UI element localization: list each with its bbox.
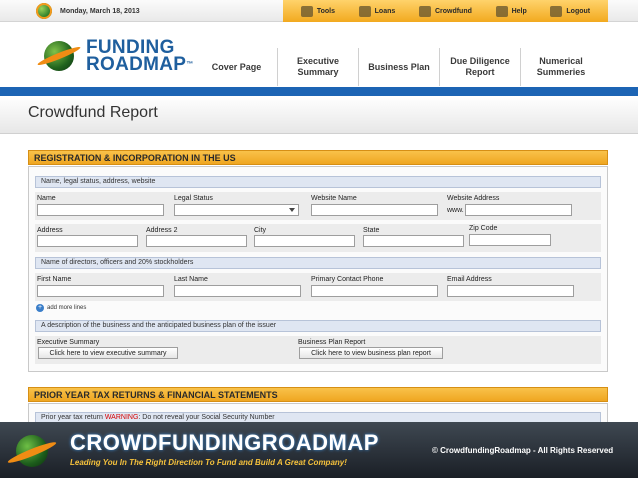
- website-address-label: Website Address: [447, 195, 500, 202]
- nav-numerical-summeries[interactable]: Numerical Summeries: [520, 48, 601, 86]
- name-field[interactable]: [37, 204, 164, 216]
- business-plan-report-label: Business Plan Report: [298, 339, 366, 346]
- logout-label: Logout: [566, 7, 591, 15]
- legal-status-label: Legal Status: [174, 195, 213, 202]
- nav-due-diligence-report[interactable]: Due Diligence Report: [439, 48, 520, 86]
- header: [0, 23, 638, 87]
- loans-button[interactable]: [359, 6, 396, 17]
- executive-summary-label: Executive Summary: [37, 339, 100, 346]
- subheader-name-status: Name, legal status, address, website: [35, 176, 601, 188]
- globe-logo-icon: [36, 3, 52, 19]
- nav-cover-page[interactable]: Cover Page: [211, 61, 262, 72]
- view-business-plan-report-button[interactable]: Click here to view business plan report: [299, 347, 443, 359]
- page-title: Crowdfund Report: [28, 104, 158, 121]
- logo-text: FUNDING ROADMAP™: [86, 37, 194, 75]
- help-label: Help: [511, 7, 527, 15]
- main-nav: [196, 48, 601, 86]
- current-date: Monday, March 18, 2013: [60, 7, 140, 15]
- primary-contact-phone-label: Primary Contact Phone: [311, 276, 384, 283]
- footer-banner: [0, 422, 638, 478]
- state-field[interactable]: [363, 235, 464, 247]
- globe-icon: [36, 35, 82, 77]
- wrench-icon: [301, 6, 313, 17]
- help-icon: [496, 6, 508, 17]
- website-name-label: Website Name: [311, 195, 357, 202]
- tools-label: Tools: [316, 7, 335, 15]
- crowdfund-label: Crowdfund: [434, 7, 472, 15]
- logout-button[interactable]: [550, 6, 590, 17]
- toolbar: [283, 0, 608, 22]
- city-field[interactable]: [254, 235, 355, 247]
- first-name-field[interactable]: [37, 285, 164, 297]
- tools-button[interactable]: [301, 6, 335, 17]
- address2-field[interactable]: [146, 235, 247, 247]
- subheader-tax-return: [35, 412, 601, 422]
- address2-label: Address 2: [146, 227, 178, 234]
- funding-roadmap-logo[interactable]: [36, 35, 194, 77]
- www-prefix: www.: [447, 207, 464, 214]
- website-name-field[interactable]: [311, 204, 438, 216]
- blue-divider: [0, 87, 638, 96]
- footer-brand: CROWDFUNDINGROADMAP: [70, 430, 379, 455]
- tax-return-label: Prior year tax return: [41, 414, 103, 421]
- email-address-field[interactable]: [447, 285, 574, 297]
- subheader-directors: Name of directors, officers and 20% stockholders: [35, 257, 601, 269]
- add-more-lines-label: add more lines: [47, 305, 87, 311]
- name-label: Name: [37, 195, 56, 202]
- zip-code-label: Zip Code: [469, 225, 498, 232]
- add-more-lines-button[interactable]: [36, 304, 86, 312]
- nav-business-plan[interactable]: Business Plan: [358, 48, 439, 86]
- zip-code-field[interactable]: [469, 234, 551, 246]
- primary-contact-phone-field[interactable]: [311, 285, 438, 297]
- footer-tagline: Leading You In The Right Direction To Fund and Build A Great Company!: [70, 458, 347, 467]
- website-address-field[interactable]: [465, 204, 572, 216]
- ssn-warning-text: : Do not reveal your Social Security Number: [138, 414, 275, 421]
- address-label: Address: [37, 227, 63, 234]
- loans-label: Loans: [374, 7, 396, 15]
- legal-status-select[interactable]: [174, 204, 299, 216]
- footer-copyright: © CrowdfundingRoadmap - All Rights Reserved: [432, 446, 614, 455]
- crowdfund-button[interactable]: [419, 6, 472, 17]
- crowdfund-icon: [419, 6, 431, 17]
- city-label: City: [254, 227, 267, 234]
- bank-icon: [359, 6, 371, 17]
- help-button[interactable]: [496, 6, 527, 17]
- lock-icon: [550, 6, 562, 17]
- tax-section-header: PRIOR YEAR TAX RETURNS & FINANCIAL STATEMENTS: [28, 387, 608, 402]
- subheader-business-description: A description of the business and the anticipated business plan of the issuer: [35, 320, 601, 332]
- view-executive-summary-button[interactable]: Click here to view executive summary: [38, 347, 178, 359]
- nav-executive-summary[interactable]: Executive Summary: [277, 48, 358, 86]
- title-band: [0, 96, 638, 134]
- registration-section-header: REGISTRATION & INCORPORATION IN THE US: [28, 150, 608, 165]
- plus-icon: +: [37, 304, 43, 311]
- email-address-label: Email Address: [447, 276, 492, 283]
- state-label: State: [363, 227, 380, 234]
- warning-label: WARNING: [104, 414, 139, 421]
- date-area: [36, 0, 140, 22]
- footer-globe-icon: [6, 429, 58, 473]
- last-name-field[interactable]: [174, 285, 301, 297]
- first-name-label: First Name: [37, 276, 72, 283]
- address-field[interactable]: [37, 235, 138, 247]
- top-bar: [0, 0, 638, 22]
- last-name-label: Last Name: [174, 276, 208, 283]
